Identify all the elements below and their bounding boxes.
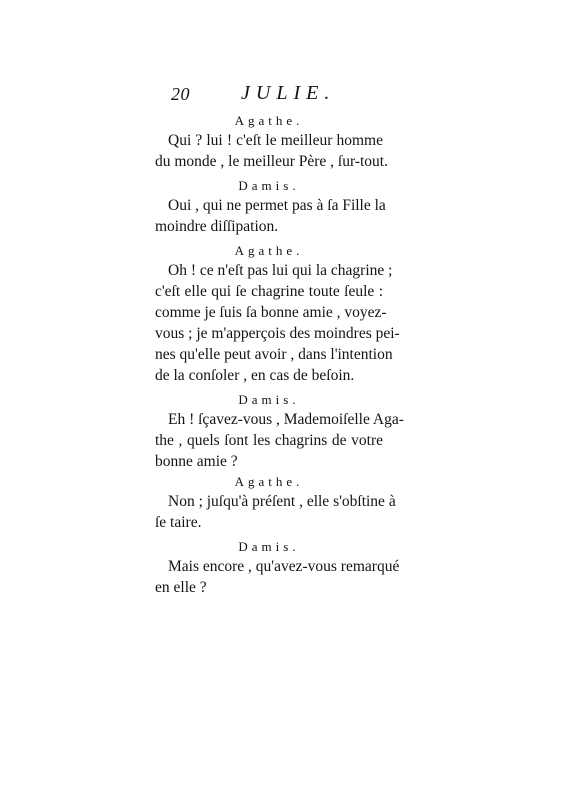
- dialogue-line: Non ; juſqu'à préſent , elle s'obſtine à: [168, 493, 396, 510]
- dialogue-line: du monde , le meilleur Père , ſur-tout.: [155, 153, 388, 170]
- speaker-name: Damis.: [238, 539, 300, 554]
- dialogue-line: Oh ! ce n'eſt pas lui qui la chagrine ;: [168, 262, 393, 279]
- page-header: [171, 82, 381, 108]
- dialogue-line: de la conſoler , en cas de beſoin.: [155, 367, 355, 384]
- dialogue-line: Mais encore , qu'avez-vous remarqué: [168, 558, 400, 575]
- dialogue-line: moindre diſſipation.: [155, 218, 279, 235]
- dialogue-line: Oui , qui ne permet pas à ſa Fille la: [168, 197, 386, 214]
- dialogue-line: vous ; je m'apperçois des moindres pei-: [155, 325, 400, 342]
- speaker-name: Agathe.: [234, 243, 304, 258]
- dialogue-line: c'eſt elle qui ſe chagrine toute ſeule :: [155, 283, 383, 300]
- dialogue-text: [155, 111, 404, 598]
- dialogue-line: ſe taire.: [155, 514, 202, 531]
- speaker-name: Agathe.: [234, 113, 304, 128]
- speaker-name: Damis.: [238, 392, 300, 407]
- speaker-name: Damis.: [238, 178, 300, 193]
- page-number: 20: [171, 84, 190, 104]
- speaker-name: Agathe.: [234, 474, 304, 489]
- dialogue-line: comme je ſuis ſa bonne amie , voyez-: [155, 304, 387, 321]
- dialogue-line: Qui ? lui ! c'eſt le meilleur homme: [168, 132, 383, 149]
- dialogue-line: Eh ! ſçavez-vous , Mademoiſelle Aga-: [168, 411, 404, 428]
- dialogue-line: bonne amie ?: [155, 453, 238, 470]
- dialogue-line: the , quels ſont les chagrins de votre: [155, 432, 383, 449]
- dialogue-line: nes qu'elle peut avoir , dans l'intention: [155, 346, 393, 363]
- dialogue-line: en elle ?: [155, 579, 207, 596]
- running-title: JULIE.: [241, 82, 336, 104]
